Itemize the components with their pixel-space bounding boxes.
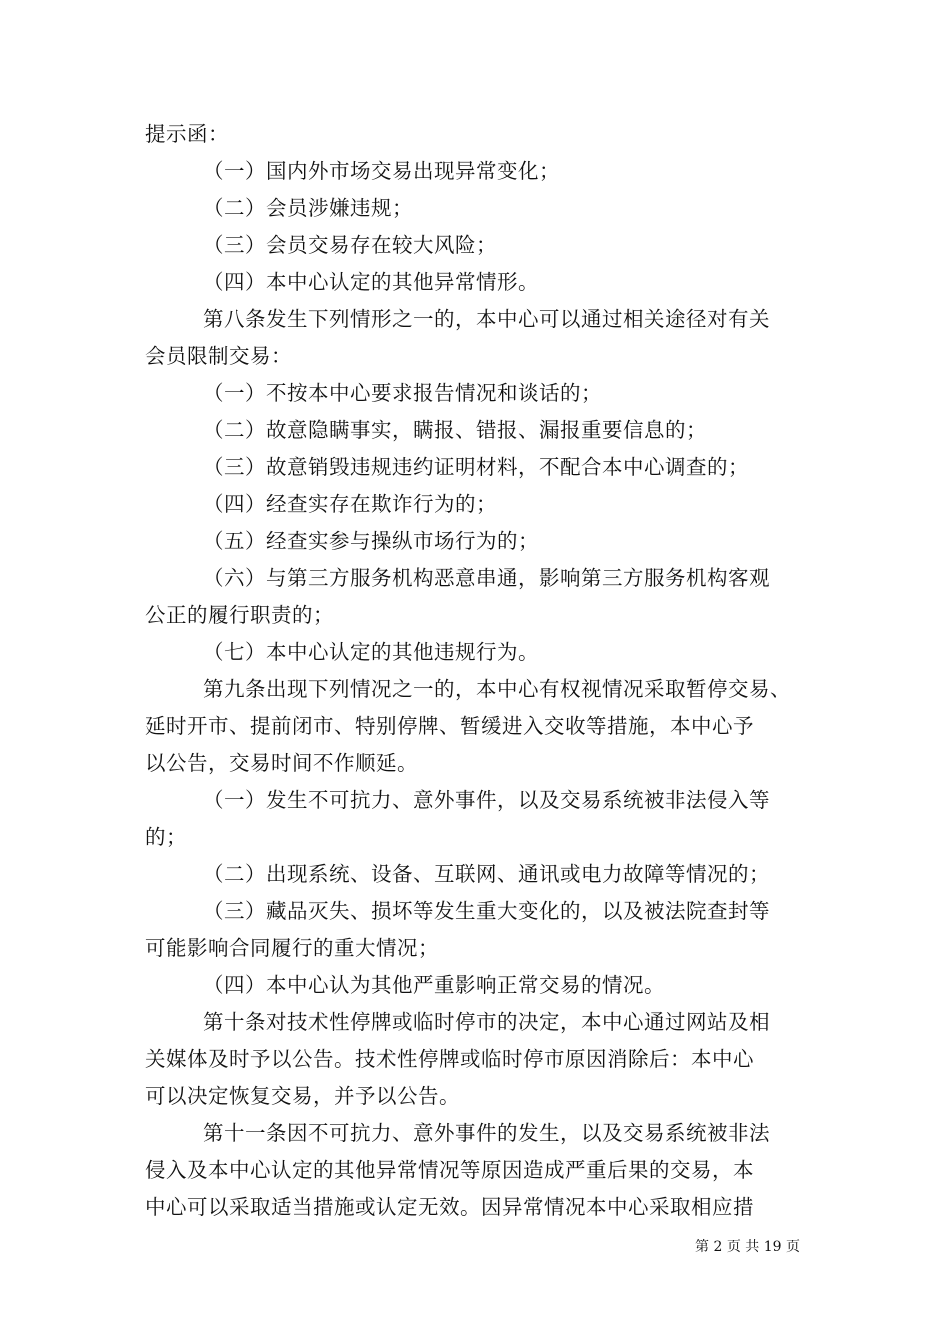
page-number-footer: 第 2 页 共 19 页 <box>695 1239 800 1255</box>
text-line: （二）会员涉嫌违规； <box>203 196 413 220</box>
text-line: 侵入及本中心认定的其他异常情况等原因造成严重后果的交易，本 <box>145 1158 754 1182</box>
text-line: （四）本中心认为其他严重影响正常交易的情况。 <box>203 973 665 997</box>
text-line: （二）出现系统、设备、互联网、通讯或电力故障等情况的； <box>203 862 770 886</box>
text-line: （一）不按本中心要求报告情况和谈话的； <box>203 381 602 405</box>
text-line: （三）故意销毁违规违约证明材料，不配合本中心调查的； <box>203 455 749 479</box>
text-line: 第十一条因不可抗力、意外事件的发生，以及交易系统被非法 <box>203 1121 770 1145</box>
text-line: （二）故意隐瞒事实，瞒报、错报、漏报重要信息的； <box>203 418 707 442</box>
text-line: 以公告，交易时间不作顺延。 <box>145 751 418 775</box>
text-line: 关媒体及时予以公告。技术性停牌或临时停市原因消除后：本中心 <box>145 1047 754 1071</box>
text-line: （三）藏品灭失、损坏等发生重大变化的，以及被法院查封等 <box>203 899 770 923</box>
text-line: 中心可以采取适当措施或认定无效。因异常情况本中心采取相应措 <box>145 1195 754 1219</box>
text-line: 公正的履行职责的； <box>145 603 334 627</box>
text-line: 延时开市、提前闭市、特别停牌、暂缓进入交收等措施，本中心予 <box>145 714 754 738</box>
text-line: 第八条发生下列情形之一的，本中心可以通过相关途径对有关 <box>203 307 770 331</box>
text-line: 提示函： <box>145 122 229 146</box>
document-body <box>145 116 810 1226</box>
text-line: （四）经查实存在欺诈行为的； <box>203 492 497 516</box>
text-line: 会员限制交易： <box>145 344 292 368</box>
text-line: 第十条对技术性停牌或临时停市的决定，本中心通过网站及相 <box>203 1010 770 1034</box>
text-line: 的； <box>145 825 187 849</box>
text-line: 可以决定恢复交易，并予以公告。 <box>145 1084 460 1108</box>
text-line: （五）经查实参与操纵市场行为的； <box>203 529 539 553</box>
text-line: （七）本中心认定的其他违规行为。 <box>203 640 539 664</box>
text-line: （四）本中心认定的其他异常情形。 <box>203 270 539 294</box>
text-line: （一）发生不可抗力、意外事件，以及交易系统被非法侵入等 <box>203 788 770 812</box>
text-line: （一）国内外市场交易出现异常变化； <box>203 159 560 183</box>
text-line: 第九条出现下列情况之一的，本中心有权视情况采取暂停交易、 <box>203 677 791 701</box>
text-line: （六）与第三方服务机构恶意串通，影响第三方服务机构客观 <box>203 566 770 590</box>
text-line: （三）会员交易存在较大风险； <box>203 233 497 257</box>
text-line: 可能影响合同履行的重大情况； <box>145 936 439 960</box>
